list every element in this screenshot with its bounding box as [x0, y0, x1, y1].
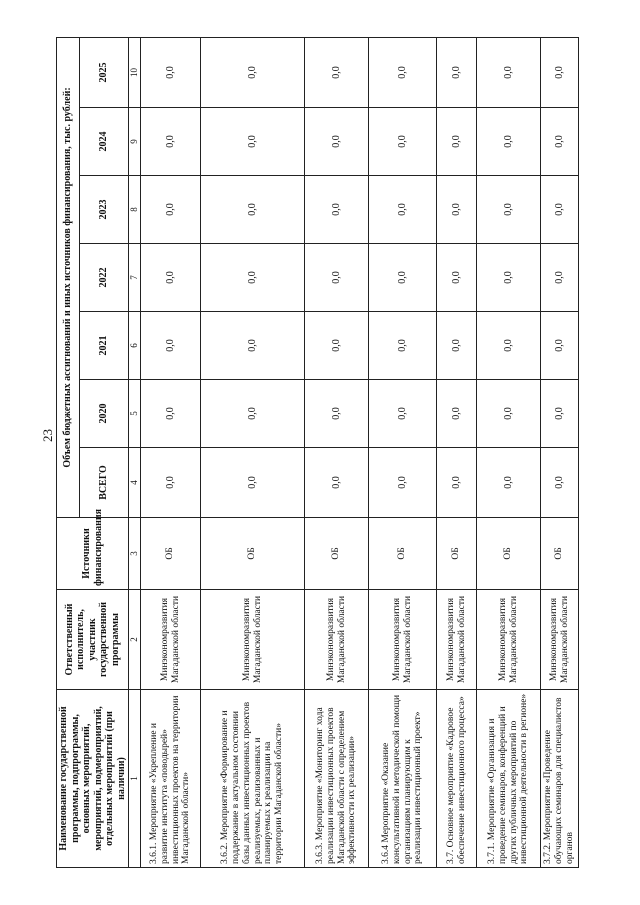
row-executor-cell: Минэкономразвития Магаданской области	[437, 590, 477, 690]
row-value-cell: 0,0	[141, 108, 201, 176]
row-name-cell: 3.6.2. Мероприятие «Формирование и поддержание в актуальном состоянии базы данных инвестиционных проектов реализуемых, реализованных и планируемых к реализации на территории Магаданской области»	[201, 690, 305, 868]
table-row	[141, 37, 201, 867]
table-row	[437, 37, 477, 867]
row-source-cell: ОБ	[201, 518, 305, 590]
row-value-cell: 0,0	[437, 176, 477, 244]
row-value-cell: 0,0	[305, 244, 369, 312]
row-value-cell: 0,0	[541, 312, 579, 380]
column-index: 6	[129, 312, 141, 380]
row-value-cell: 0,0	[305, 37, 369, 107]
table-body	[141, 37, 579, 867]
row-value-cell: 0,0	[541, 380, 579, 448]
row-value-cell: 0,0	[141, 312, 201, 380]
row-value-cell: 0,0	[437, 244, 477, 312]
page-number: 23	[40, 429, 55, 442]
row-value-cell: 0,0	[477, 244, 541, 312]
row-value-cell: 0,0	[141, 176, 201, 244]
column-index: 9	[129, 108, 141, 176]
row-value-cell: 0,0	[305, 108, 369, 176]
row-value-cell: 0,0	[201, 37, 305, 107]
row-value-cell: 0,0	[437, 448, 477, 518]
row-name-cell: 3.6.4 Мероприятие «Оказание консультативной и методической помощи организациям планирующим к реализации инвестиционный проект»	[369, 690, 437, 868]
row-value-cell: 0,0	[201, 448, 305, 518]
row-name-cell: 3.7.1. Мероприятие «Организация и проведение семинаров, конференций и других публичных мероприятий по инвестиционной деятельности в регионе»	[477, 690, 541, 868]
row-value-cell: 0,0	[305, 448, 369, 518]
header-volume: Объем бюджетных ассигнований и иных источников финансирования, тыс. рублей:	[57, 37, 80, 517]
header-total: ВСЕГО	[80, 448, 129, 518]
row-value-cell: 0,0	[201, 108, 305, 176]
row-value-cell: 0,0	[541, 244, 579, 312]
row-value-cell: 0,0	[369, 176, 437, 244]
row-value-cell: 0,0	[477, 448, 541, 518]
header-year: 2023	[80, 176, 129, 244]
row-value-cell: 0,0	[201, 244, 305, 312]
column-index: 3	[129, 518, 141, 590]
row-value-cell: 0,0	[305, 380, 369, 448]
row-value-cell: 0,0	[437, 312, 477, 380]
column-index: 7	[129, 244, 141, 312]
row-value-cell: 0,0	[541, 108, 579, 176]
row-value-cell: 0,0	[477, 176, 541, 244]
row-value-cell: 0,0	[201, 380, 305, 448]
row-source-cell: ОБ	[369, 518, 437, 590]
table-row	[369, 37, 437, 867]
row-value-cell: 0,0	[477, 37, 541, 107]
row-value-cell: 0,0	[369, 312, 437, 380]
row-executor-cell: Минэкономразвития Магаданской области	[477, 590, 541, 690]
row-name-cell: 3.7. Основное мероприятие «Кадровое обеспечение инвестиционного процесса»	[437, 690, 477, 868]
header-source: Источники финансирования	[57, 518, 129, 590]
row-source-cell: ОБ	[305, 518, 369, 590]
column-index: 4	[129, 448, 141, 518]
row-value-cell: 0,0	[369, 244, 437, 312]
row-value-cell: 0,0	[141, 244, 201, 312]
row-value-cell: 0,0	[369, 108, 437, 176]
row-value-cell: 0,0	[541, 37, 579, 107]
row-value-cell: 0,0	[305, 312, 369, 380]
header-year: 2021	[80, 312, 129, 380]
row-value-cell: 0,0	[541, 448, 579, 518]
row-name-cell: 3.6.3. Мероприятие «Мониторинг хода реализации инвестиционных проектов Магаданской области с определением эффективности их реализации»	[305, 690, 369, 868]
row-executor-cell: Минэкономразвития Магаданской области	[369, 590, 437, 690]
row-executor-cell: Минэкономразвития Магаданской области	[201, 590, 305, 690]
row-executor-cell: Минэкономразвития Магаданской области	[141, 590, 201, 690]
row-value-cell: 0,0	[369, 380, 437, 448]
row-executor-cell: Минэкономразвития Магаданской области	[305, 590, 369, 690]
table-row	[477, 37, 541, 867]
row-value-cell: 0,0	[141, 448, 201, 518]
table-row	[201, 37, 305, 867]
row-value-cell: 0,0	[477, 312, 541, 380]
row-value-cell: 0,0	[369, 37, 437, 107]
table-row	[305, 37, 369, 867]
row-value-cell: 0,0	[369, 448, 437, 518]
row-value-cell: 0,0	[437, 380, 477, 448]
header-executor: Ответственный исполнитель, участник государственной программы	[57, 590, 129, 690]
row-name-cell: 3.7.2. Мероприятие «Проведение обучающих семинаров для специалистов органов	[541, 690, 579, 868]
row-source-cell: ОБ	[541, 518, 579, 590]
column-index: 10	[129, 37, 141, 107]
header-year: 2024	[80, 108, 129, 176]
row-value-cell: 0,0	[541, 176, 579, 244]
header-year: 2022	[80, 244, 129, 312]
column-index: 2	[129, 590, 141, 690]
column-index: 1	[129, 690, 141, 868]
rotated-page	[56, 38, 576, 868]
row-value-cell: 0,0	[201, 176, 305, 244]
table-row	[541, 37, 579, 867]
row-value-cell: 0,0	[141, 37, 201, 107]
header-year: 2025	[80, 37, 129, 107]
header-year: 2020	[80, 380, 129, 448]
row-executor-cell: Минэкономразвития Магаданской области	[541, 590, 579, 690]
header-name: Наименование государственной программы, подпрограммы, основных мероприятий, мероприятий, подмероприятий, отдельных мероприятий (при наличии)	[57, 690, 129, 868]
row-value-cell: 0,0	[305, 176, 369, 244]
row-value-cell: 0,0	[201, 312, 305, 380]
row-name-cell: 3.6.1. Мероприятие «Укрепление и развитие института «поводырей» инвестиционных проектов на территории Магаданской области»	[141, 690, 201, 868]
row-value-cell: 0,0	[437, 37, 477, 107]
row-source-cell: ОБ	[437, 518, 477, 590]
row-source-cell: ОБ	[141, 518, 201, 590]
financing-table	[56, 37, 579, 868]
row-value-cell: 0,0	[141, 380, 201, 448]
row-value-cell: 0,0	[477, 108, 541, 176]
row-value-cell: 0,0	[477, 380, 541, 448]
row-value-cell: 0,0	[437, 108, 477, 176]
column-index: 8	[129, 176, 141, 244]
column-index: 5	[129, 380, 141, 448]
row-source-cell: ОБ	[477, 518, 541, 590]
